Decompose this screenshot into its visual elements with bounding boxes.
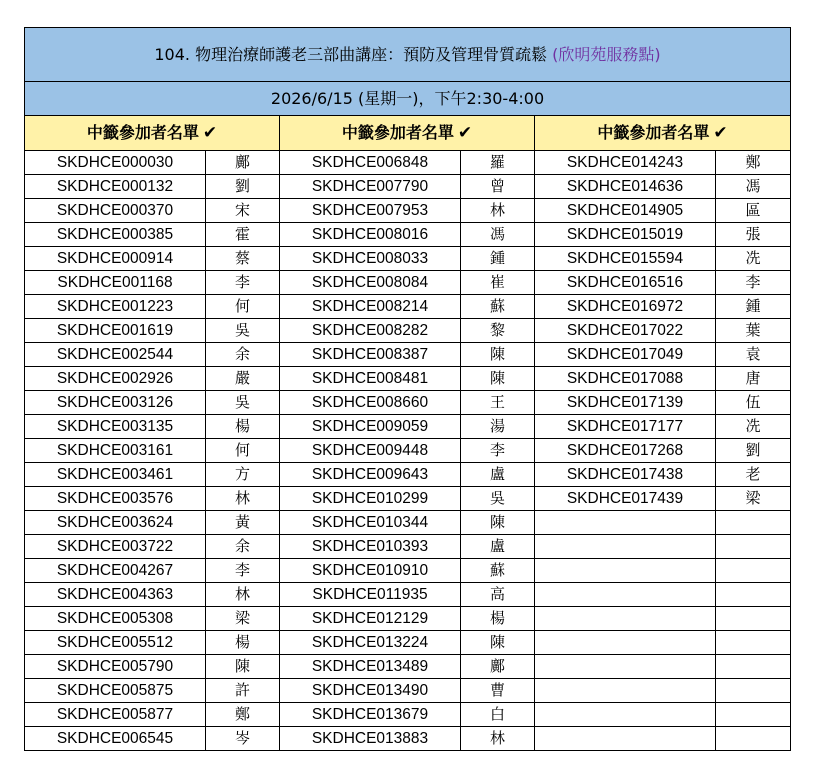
- participant-id: SKDHCE011935: [280, 583, 461, 607]
- participant-surname: 鄭: [206, 703, 280, 727]
- participant-id: SKDHCE005308: [25, 607, 206, 631]
- empty-cell: [716, 727, 791, 751]
- participant-id: SKDHCE003126: [25, 391, 206, 415]
- title-main: 104. 物理治療師護老三部曲講座：預防及管理骨質疏鬆: [154, 45, 548, 64]
- participant-surname: 岑: [206, 727, 280, 751]
- participant-surname: 林: [206, 487, 280, 511]
- participant-id: SKDHCE010299: [280, 487, 461, 511]
- participant-id: SKDHCE013224: [280, 631, 461, 655]
- empty-cell: [535, 631, 716, 655]
- column-header-2: [280, 116, 535, 151]
- participant-surname: 方: [206, 463, 280, 487]
- table-row: [25, 679, 791, 703]
- participant-surname: 崔: [461, 271, 535, 295]
- participant-surname: 李: [206, 271, 280, 295]
- participant-id: SKDHCE000385: [25, 223, 206, 247]
- participant-surname: 楊: [206, 631, 280, 655]
- participant-surname: 伍: [716, 391, 791, 415]
- check-icon: ✔: [713, 123, 728, 143]
- table-row: [25, 439, 791, 463]
- participant-surname: 鍾: [716, 295, 791, 319]
- participant-surname: 楊: [206, 415, 280, 439]
- participant-id: SKDHCE008282: [280, 319, 461, 343]
- participant-id: SKDHCE003461: [25, 463, 206, 487]
- empty-cell: [716, 703, 791, 727]
- participant-surname: 霍: [206, 223, 280, 247]
- participant-surname: 盧: [461, 463, 535, 487]
- participant-id: SKDHCE005512: [25, 631, 206, 655]
- empty-cell: [716, 607, 791, 631]
- empty-cell: [535, 655, 716, 679]
- table-row: [25, 535, 791, 559]
- participant-id: SKDHCE010393: [280, 535, 461, 559]
- participant-surname: 李: [461, 439, 535, 463]
- participant-id: SKDHCE010344: [280, 511, 461, 535]
- participant-surname: 冼: [716, 415, 791, 439]
- table-row: [25, 271, 791, 295]
- participant-id: SKDHCE017049: [535, 343, 716, 367]
- participant-surname: 鄺: [461, 655, 535, 679]
- participant-id: SKDHCE000914: [25, 247, 206, 271]
- participant-surname: 嚴: [206, 367, 280, 391]
- participant-surname: 何: [206, 295, 280, 319]
- participant-id: SKDHCE000370: [25, 199, 206, 223]
- participant-id: SKDHCE008387: [280, 343, 461, 367]
- participant-surname: 蘇: [461, 559, 535, 583]
- participant-id: SKDHCE000030: [25, 151, 206, 175]
- participant-id: SKDHCE003576: [25, 487, 206, 511]
- participant-surname: 鄺: [206, 151, 280, 175]
- participant-surname: 湯: [461, 415, 535, 439]
- table-row: [25, 583, 791, 607]
- participant-id: SKDHCE017022: [535, 319, 716, 343]
- column-header-label: 中籤參加者名單: [597, 123, 710, 142]
- participant-surname: 老: [716, 463, 791, 487]
- participant-id: SKDHCE013490: [280, 679, 461, 703]
- table-row: [25, 223, 791, 247]
- table-row: [25, 319, 791, 343]
- empty-cell: [716, 631, 791, 655]
- participant-surname: 陳: [461, 343, 535, 367]
- participant-id: SKDHCE009448: [280, 439, 461, 463]
- table-row: [25, 487, 791, 511]
- table-row: [25, 607, 791, 631]
- participant-surname: 盧: [461, 535, 535, 559]
- participant-id: SKDHCE001223: [25, 295, 206, 319]
- participant-surname: 林: [206, 583, 280, 607]
- empty-cell: [535, 727, 716, 751]
- date-row: [25, 82, 791, 116]
- participant-surname: 陳: [461, 367, 535, 391]
- participant-surname: 余: [206, 535, 280, 559]
- empty-cell: [716, 511, 791, 535]
- participant-id: SKDHCE009643: [280, 463, 461, 487]
- participant-id: SKDHCE016972: [535, 295, 716, 319]
- table-row: [25, 703, 791, 727]
- participant-id: SKDHCE017268: [535, 439, 716, 463]
- table-row: [25, 343, 791, 367]
- participant-surname: 蔡: [206, 247, 280, 271]
- participant-id: SKDHCE014636: [535, 175, 716, 199]
- participant-surname: 羅: [461, 151, 535, 175]
- participant-id: SKDHCE008016: [280, 223, 461, 247]
- participant-id: SKDHCE009059: [280, 415, 461, 439]
- participant-id: SKDHCE008481: [280, 367, 461, 391]
- participant-id: SKDHCE005790: [25, 655, 206, 679]
- participant-id: SKDHCE015594: [535, 247, 716, 271]
- participant-id: SKDHCE004267: [25, 559, 206, 583]
- participant-id: SKDHCE005875: [25, 679, 206, 703]
- participant-id: SKDHCE008033: [280, 247, 461, 271]
- participant-surname: 何: [206, 439, 280, 463]
- empty-cell: [535, 607, 716, 631]
- empty-cell: [716, 559, 791, 583]
- participant-id: SKDHCE003161: [25, 439, 206, 463]
- participant-surname: 唐: [716, 367, 791, 391]
- participant-surname: 曹: [461, 679, 535, 703]
- participant-id: SKDHCE007790: [280, 175, 461, 199]
- participant-surname: 鄭: [716, 151, 791, 175]
- participant-surname: 吳: [206, 391, 280, 415]
- participant-id: SKDHCE001619: [25, 319, 206, 343]
- participant-id: SKDHCE017177: [535, 415, 716, 439]
- participant-id: SKDHCE000132: [25, 175, 206, 199]
- participant-surname: 蘇: [461, 295, 535, 319]
- table-row: [25, 415, 791, 439]
- table-row: [25, 151, 791, 175]
- participant-id: SKDHCE017139: [535, 391, 716, 415]
- participant-id: SKDHCE013489: [280, 655, 461, 679]
- participant-surname: 劉: [716, 439, 791, 463]
- empty-cell: [535, 535, 716, 559]
- empty-cell: [716, 655, 791, 679]
- participant-id: SKDHCE015019: [535, 223, 716, 247]
- table-row: [25, 559, 791, 583]
- participant-surname: 白: [461, 703, 535, 727]
- participant-surname: 冼: [716, 247, 791, 271]
- participant-surname: 鍾: [461, 247, 535, 271]
- participant-id: SKDHCE008084: [280, 271, 461, 295]
- empty-cell: [535, 559, 716, 583]
- participant-surname: 吳: [206, 319, 280, 343]
- participant-id: SKDHCE017438: [535, 463, 716, 487]
- participant-id: SKDHCE012129: [280, 607, 461, 631]
- empty-cell: [716, 535, 791, 559]
- participant-surname: 許: [206, 679, 280, 703]
- participant-id: SKDHCE010910: [280, 559, 461, 583]
- empty-cell: [535, 703, 716, 727]
- participant-surname: 葉: [716, 319, 791, 343]
- empty-cell: [535, 511, 716, 535]
- participant-table: [24, 27, 791, 751]
- participant-id: SKDHCE006848: [280, 151, 461, 175]
- participant-surname: 黎: [461, 319, 535, 343]
- participant-id: SKDHCE002544: [25, 343, 206, 367]
- participant-surname: 王: [461, 391, 535, 415]
- participant-id: SKDHCE017088: [535, 367, 716, 391]
- participant-id: SKDHCE014243: [535, 151, 716, 175]
- participant-surname: 宋: [206, 199, 280, 223]
- participant-surname: 袁: [716, 343, 791, 367]
- check-icon: ✔: [457, 123, 473, 143]
- participant-id: SKDHCE003624: [25, 511, 206, 535]
- participant-list-sheet: [24, 27, 790, 751]
- participant-id: SKDHCE002926: [25, 367, 206, 391]
- participant-id: SKDHCE016516: [535, 271, 716, 295]
- participant-id: SKDHCE003722: [25, 535, 206, 559]
- participant-surname: 吳: [461, 487, 535, 511]
- table-row: [25, 511, 791, 535]
- participant-surname: 李: [716, 271, 791, 295]
- participant-id: SKDHCE017439: [535, 487, 716, 511]
- participant-id: SKDHCE003135: [25, 415, 206, 439]
- participant-surname: 高: [461, 583, 535, 607]
- empty-cell: [535, 679, 716, 703]
- participant-surname: 劉: [206, 175, 280, 199]
- table-row: [25, 391, 791, 415]
- event-date-time: 2026/6/15 (星期一)，下午2:30-4:00: [25, 82, 791, 116]
- table-row: [25, 247, 791, 271]
- participant-id: SKDHCE001168: [25, 271, 206, 295]
- column-header-label: 中籤參加者名單: [86, 123, 199, 142]
- title-row: [25, 28, 791, 82]
- participant-surname: 馮: [461, 223, 535, 247]
- page-title: [25, 28, 791, 82]
- participant-surname: 曾: [461, 175, 535, 199]
- table-row: [25, 199, 791, 223]
- table-row: [25, 175, 791, 199]
- participant-surname: 梁: [206, 607, 280, 631]
- table-row: [25, 631, 791, 655]
- participant-surname: 余: [206, 343, 280, 367]
- empty-cell: [535, 583, 716, 607]
- participant-id: SKDHCE014905: [535, 199, 716, 223]
- participant-surname: 張: [716, 223, 791, 247]
- participant-surname: 陳: [206, 655, 280, 679]
- column-header-1: [25, 116, 280, 151]
- participant-surname: 楊: [461, 607, 535, 631]
- participant-id: SKDHCE005877: [25, 703, 206, 727]
- table-row: [25, 367, 791, 391]
- participant-surname: 林: [461, 727, 535, 751]
- table-row: [25, 463, 791, 487]
- table-row: [25, 727, 791, 751]
- check-icon: ✔: [202, 123, 218, 143]
- participant-id: SKDHCE004363: [25, 583, 206, 607]
- participant-surname: 區: [716, 199, 791, 223]
- empty-cell: [716, 583, 791, 607]
- participant-id: SKDHCE013679: [280, 703, 461, 727]
- participant-id: SKDHCE006545: [25, 727, 206, 751]
- table-row: [25, 295, 791, 319]
- empty-cell: [716, 679, 791, 703]
- column-header-3: [535, 116, 791, 151]
- participant-id: SKDHCE008660: [280, 391, 461, 415]
- participant-surname: 陳: [461, 511, 535, 535]
- participant-id: SKDHCE007953: [280, 199, 461, 223]
- participant-surname: 梁: [716, 487, 791, 511]
- table-row: [25, 655, 791, 679]
- participant-surname: 陳: [461, 631, 535, 655]
- column-header-row: [25, 116, 791, 151]
- column-header-label: 中籤參加者名單: [341, 123, 454, 142]
- participant-id: SKDHCE013883: [280, 727, 461, 751]
- participant-surname: 黃: [206, 511, 280, 535]
- title-venue: (欣明苑服務點): [552, 45, 661, 64]
- participant-surname: 馮: [716, 175, 791, 199]
- participant-id: SKDHCE008214: [280, 295, 461, 319]
- participant-surname: 李: [206, 559, 280, 583]
- participant-surname: 林: [461, 199, 535, 223]
